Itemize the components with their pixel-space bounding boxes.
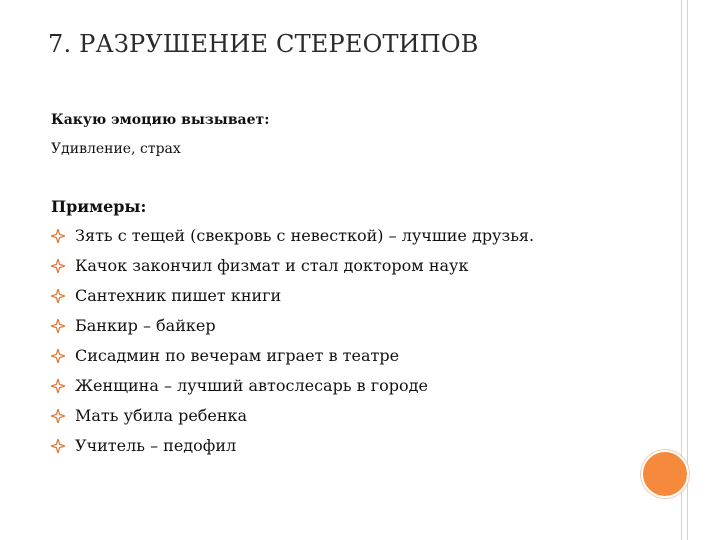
list-item <box>51 281 534 311</box>
list-item <box>51 221 534 251</box>
list-item <box>51 311 534 341</box>
list-item-text: Женщина – лучший автослесарь в городе <box>75 376 428 395</box>
list-item-text: Качок закончил физмат и стал доктором наук <box>75 256 469 275</box>
list-item-text: Учитель – педофил <box>75 436 237 455</box>
list-item-text: Зять с тещей (свекровь с невесткой) – лучшие друзья. <box>75 226 535 245</box>
list-item-text: Мать убила ребенка <box>75 406 248 425</box>
list-item <box>51 251 534 281</box>
four-point-star-bullet-icon <box>51 349 65 363</box>
four-point-star-bullet-icon <box>51 289 65 303</box>
list-item <box>51 401 534 431</box>
list-item-text: Сисадмин по вечерам играет в театре <box>75 346 400 365</box>
examples-heading: Примеры: <box>51 197 147 216</box>
decor-line-right <box>687 0 688 540</box>
examples-list <box>51 221 534 461</box>
four-point-star-bullet-icon <box>51 229 65 243</box>
four-point-star-bullet-icon <box>51 409 65 423</box>
four-point-star-bullet-icon <box>51 259 65 273</box>
slide-title: 7. РАЗРУШЕНИЕ СТЕРЕОТИПОВ <box>48 30 479 58</box>
four-point-star-bullet-icon <box>51 439 65 453</box>
four-point-star-bullet-icon <box>51 319 65 333</box>
four-point-star-bullet-icon <box>51 379 65 393</box>
orange-circle-icon <box>641 450 689 498</box>
list-item <box>51 371 534 401</box>
question-label: Какую эмоцию вызывает: <box>51 112 270 128</box>
list-item <box>51 431 534 461</box>
list-item-text: Сантехник пишет книги <box>75 286 282 305</box>
list-item <box>51 341 534 371</box>
question-answer: Удивление, страх <box>51 141 181 157</box>
list-item-text: Банкир – байкер <box>75 316 216 335</box>
